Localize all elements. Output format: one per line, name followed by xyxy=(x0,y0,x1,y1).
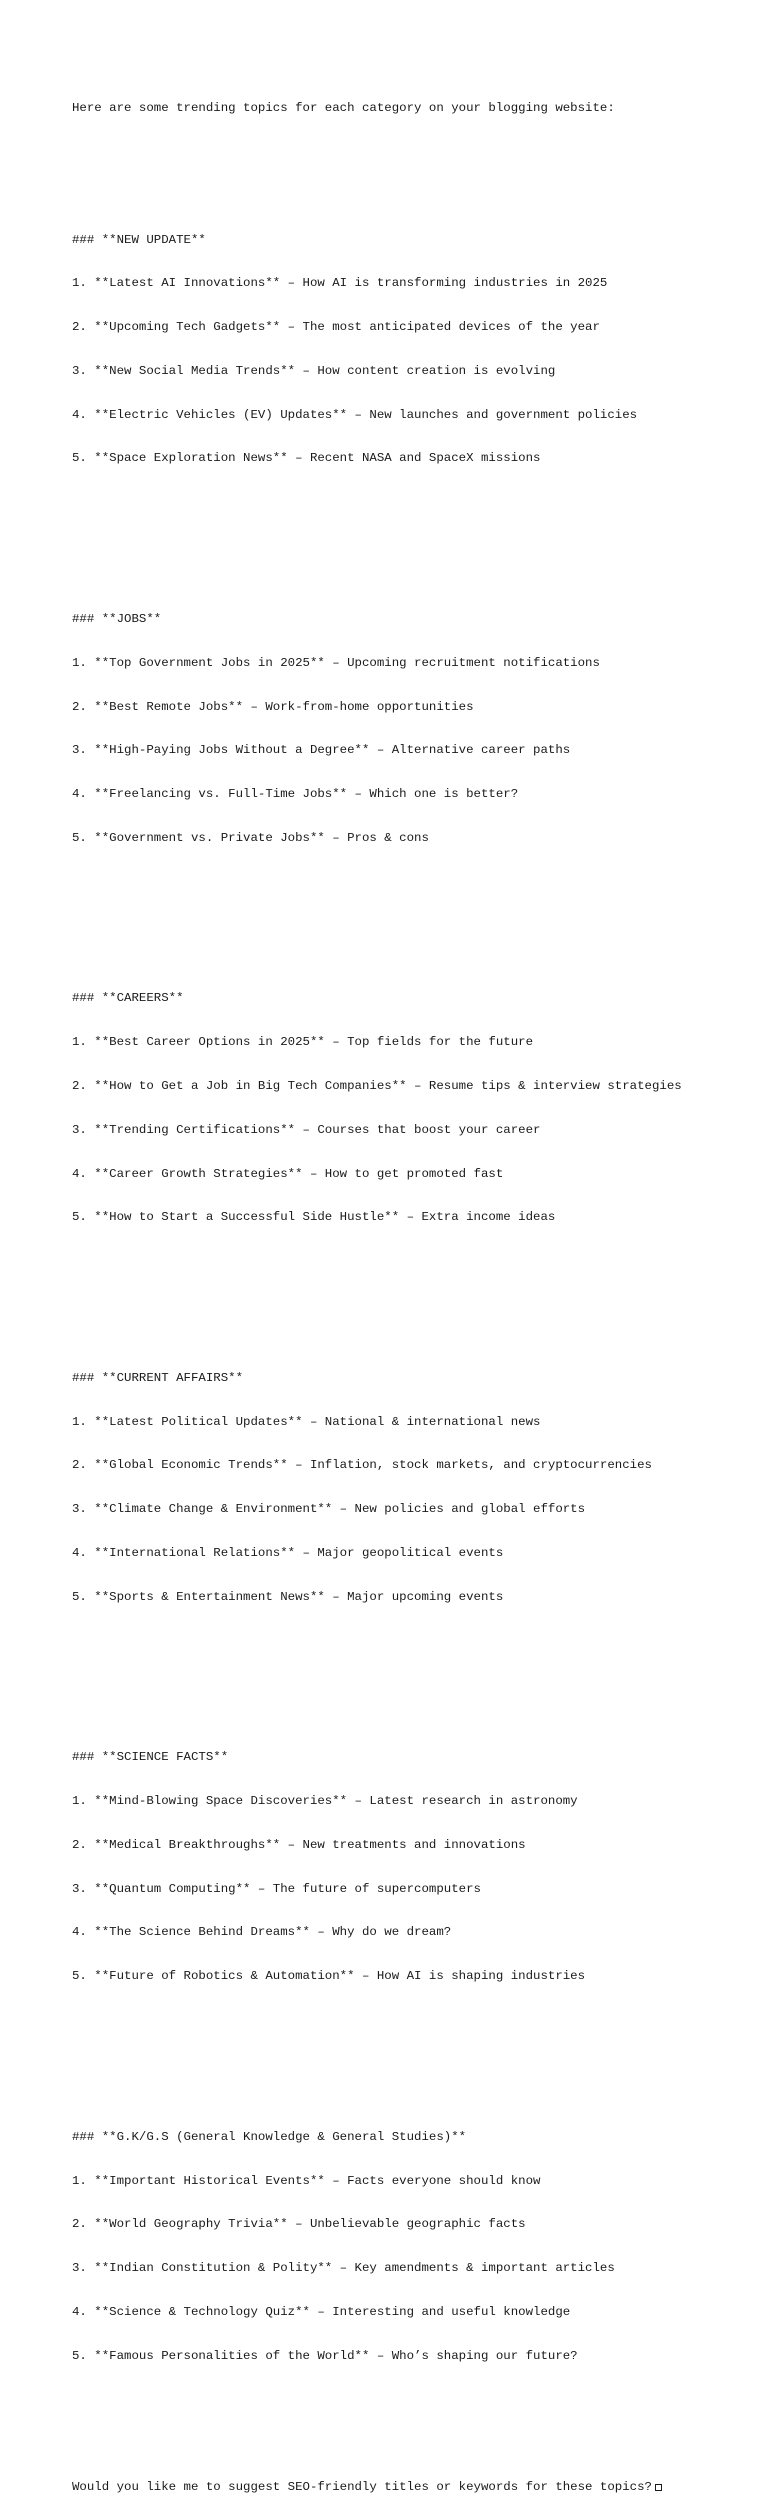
list-item: 5. **Government vs. Private Jobs** – Pros & cons xyxy=(72,830,429,845)
spacer xyxy=(72,2422,712,2437)
list-item: 3. **High-Paying Jobs Without a Degree** – Alternative career paths xyxy=(72,743,571,758)
list-item: 5. **Space Exploration News** – Recent NASA and SpaceX missions xyxy=(72,451,541,466)
list-item: 2. **Upcoming Tech Gadgets** – The most anticipated devices of the year xyxy=(72,320,600,335)
spacer xyxy=(72,1663,712,1678)
section-heading: ### **CURRENT AFFAIRS** xyxy=(72,1370,244,1385)
list-item: 5. **Famous Personalities of the World** – Who’s shaping our future? xyxy=(72,2348,578,2363)
list-item: 2. **World Geography Trivia** – Unbelievable geographic facts xyxy=(72,2217,526,2232)
list-item: 1. **Top Government Jobs in 2025** – Upcoming recruitment notifications xyxy=(72,655,600,670)
spacer xyxy=(72,2042,712,2057)
list-item: 4. **Career Growth Strategies** – How to get promoted fast xyxy=(72,1166,504,1181)
spacer xyxy=(72,524,712,539)
section-heading: ### **JOBS** xyxy=(72,611,162,626)
section-science-facts xyxy=(72,1721,712,2013)
document-body xyxy=(72,72,712,2509)
list-item: 1. **Best Career Options in 2025** – Top fields for the future xyxy=(72,1035,534,1050)
list-item: 4. **Science & Technology Quiz** – Interesting and useful knowledge xyxy=(72,2304,571,2319)
list-item: 4. **Freelancing vs. Full-Time Jobs** – Which one is better? xyxy=(72,787,519,802)
list-item: 5. **How to Start a Successful Side Hustle** – Extra income ideas xyxy=(72,1210,556,1225)
spacer xyxy=(72,145,712,160)
list-item: 2. **How to Get a Job in Big Tech Companies** – Resume tips & interview strategies xyxy=(72,1078,682,1093)
section-jobs xyxy=(72,583,712,875)
list-item: 3. **Indian Constitution & Polity** – Key amendments & important articles xyxy=(72,2261,615,2276)
spacer xyxy=(72,1283,712,1298)
section-gk-gs xyxy=(72,2101,712,2393)
list-item: 2. **Global Economic Trends** – Inflation, stock markets, and cryptocurrencies xyxy=(72,1458,652,1473)
list-item: 3. **Trending Certifications** – Courses that boost your career xyxy=(72,1122,541,1137)
section-heading: ### **SCIENCE FACTS** xyxy=(72,1750,229,1765)
section-heading: ### **CAREERS** xyxy=(72,991,184,1006)
list-item: 1. **Latest AI Innovations** – How AI is transforming industries in 2025 xyxy=(72,276,608,291)
section-heading: ### **NEW UPDATE** xyxy=(72,232,206,247)
list-item: 4. **International Relations** – Major geopolitical events xyxy=(72,1545,504,1560)
section-heading: ### **G.K/G.S (General Knowledge & General Studies)** xyxy=(72,2129,467,2144)
list-item: 5. **Sports & Entertainment News** – Major upcoming events xyxy=(72,1589,504,1604)
list-item: 4. **The Science Behind Dreams** – Why do we dream? xyxy=(72,1925,452,1940)
list-item: 4. **Electric Vehicles (EV) Updates** – New launches and government policies xyxy=(72,407,638,422)
section-new-update xyxy=(72,203,712,495)
list-item: 2. **Medical Breakthroughs** – New treatments and innovations xyxy=(72,1837,526,1852)
section-current-affairs xyxy=(72,1342,712,1634)
list-item: 1. **Latest Political Updates** – National & international news xyxy=(72,1414,541,1429)
intro-text: Here are some trending topics for each category on your blogging website: xyxy=(72,101,615,116)
closing-text: Would you like me to suggest SEO-friendly titles or keywords for these topics? xyxy=(72,2479,652,2494)
list-item: 3. **Climate Change & Environment** – New policies and global efforts xyxy=(72,1502,586,1517)
list-item: 5. **Future of Robotics & Automation** – How AI is shaping industries xyxy=(72,1969,586,1984)
spacer xyxy=(72,904,712,919)
list-item: 1. **Mind-Blowing Space Discoveries** – Latest research in astronomy xyxy=(72,1794,578,1809)
list-item: 1. **Important Historical Events** – Facts everyone should know xyxy=(72,2173,541,2188)
list-item: 2. **Best Remote Jobs** – Work-from-home opportunities xyxy=(72,699,474,714)
missing-emoji-box-icon xyxy=(655,2484,662,2491)
list-item: 3. **New Social Media Trends** – How content creation is evolving xyxy=(72,363,556,378)
list-item: 3. **Quantum Computing** – The future of supercomputers xyxy=(72,1881,481,1896)
section-careers xyxy=(72,962,712,1254)
closing-line xyxy=(72,2480,712,2495)
